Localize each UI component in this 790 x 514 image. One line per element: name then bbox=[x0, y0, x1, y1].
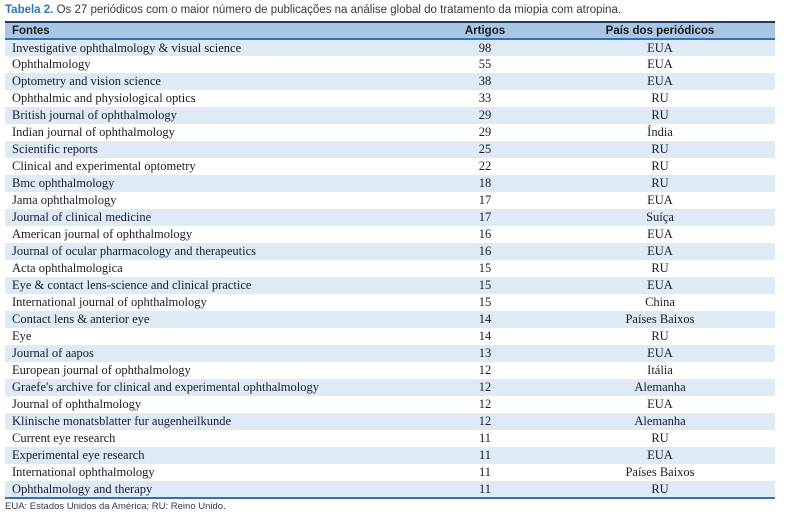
cell-source: Journal of ocular pharmacology and therapeutics bbox=[12, 244, 257, 258]
cell-country: EUA bbox=[647, 57, 673, 71]
cell-country: Itália bbox=[647, 363, 673, 377]
cell-country: EUA bbox=[647, 40, 673, 55]
table-footnote: EUA: Estados Unidos da América; RU: Reino Unido. bbox=[5, 501, 226, 512]
cell-country: RU bbox=[651, 108, 669, 122]
cell-source: Clinical and experimental optometry bbox=[12, 159, 196, 173]
cell-articles: 16 bbox=[478, 244, 492, 258]
cell-source: Jama ophthalmology bbox=[12, 193, 117, 207]
cell-source: International ophthalmology bbox=[12, 465, 155, 479]
cell-articles: 12 bbox=[478, 414, 492, 428]
cell-source: American journal of ophthalmology bbox=[12, 227, 193, 241]
cell-country: RU bbox=[651, 159, 669, 173]
cell-source: Experimental eye research bbox=[12, 448, 145, 462]
cell-country: RU bbox=[651, 142, 669, 156]
cell-source: Acta ophthalmologica bbox=[12, 261, 123, 275]
cell-articles: 22 bbox=[478, 159, 492, 173]
cell-articles: 25 bbox=[478, 142, 492, 156]
table-row bbox=[5, 311, 775, 328]
table-row bbox=[5, 56, 775, 73]
cell-source: Journal of aapos bbox=[12, 346, 94, 360]
cell-source: Journal of clinical medicine bbox=[12, 210, 152, 224]
table-row bbox=[5, 345, 775, 362]
table-row bbox=[5, 413, 775, 430]
cell-country: Alemanha bbox=[634, 414, 686, 428]
cell-articles: 11 bbox=[478, 431, 492, 445]
table-header-row bbox=[5, 22, 775, 39]
table-row bbox=[5, 379, 775, 396]
cell-articles: 18 bbox=[478, 176, 492, 190]
cell-source: Bmc ophthalmology bbox=[12, 176, 115, 190]
cell-articles: 14 bbox=[478, 312, 492, 326]
table-row bbox=[5, 39, 775, 56]
cell-source: Eye bbox=[12, 329, 32, 343]
table-row bbox=[5, 141, 775, 158]
table-row bbox=[5, 294, 775, 311]
cell-country: Países Baixos bbox=[625, 465, 695, 479]
cell-articles: 33 bbox=[478, 91, 492, 105]
table-row bbox=[5, 481, 775, 498]
table-row bbox=[5, 243, 775, 260]
table-row bbox=[5, 260, 775, 277]
table-row bbox=[5, 124, 775, 141]
cell-source: Ophthalmology and therapy bbox=[12, 481, 153, 496]
table-caption-label: Tabela 2. bbox=[5, 4, 54, 16]
cell-articles: 14 bbox=[478, 329, 492, 343]
table-row bbox=[5, 328, 775, 345]
table-row bbox=[5, 464, 775, 481]
table-row bbox=[5, 277, 775, 294]
cell-articles: 29 bbox=[478, 108, 492, 122]
cell-articles: 12 bbox=[478, 397, 492, 411]
cell-source: European journal of ophthalmology bbox=[12, 363, 191, 377]
table-row bbox=[5, 209, 775, 226]
cell-articles: 17 bbox=[478, 210, 492, 224]
cell-articles: 55 bbox=[478, 57, 492, 71]
cell-source: Klinische monatsblatter fur augenheilkunde bbox=[12, 414, 232, 428]
table-body bbox=[5, 39, 775, 498]
cell-country: EUA bbox=[647, 346, 673, 360]
cell-country: Suíça bbox=[646, 210, 674, 224]
cell-source: Optometry and vision science bbox=[12, 74, 161, 88]
cell-articles: 15 bbox=[478, 278, 492, 292]
table-row bbox=[5, 396, 775, 413]
table-row bbox=[5, 107, 775, 124]
table-caption-text: Os 27 periódicos com o maior número de publicações na análise global do tratamento da miopia com atropina. bbox=[56, 4, 622, 16]
table-row bbox=[5, 158, 775, 175]
cell-country: China bbox=[645, 295, 675, 309]
cell-country: EUA bbox=[647, 193, 673, 207]
cell-country: RU bbox=[651, 329, 669, 343]
cell-articles: 12 bbox=[478, 363, 492, 377]
cell-country: EUA bbox=[647, 448, 673, 462]
cell-source: Eye & contact lens-science and clinical practice bbox=[12, 278, 252, 292]
table-row bbox=[5, 447, 775, 464]
journals-table bbox=[5, 21, 775, 499]
table-row bbox=[5, 192, 775, 209]
table-caption bbox=[5, 3, 786, 17]
cell-source: Ophthalmology bbox=[12, 57, 91, 71]
cell-source: Scientific reports bbox=[12, 142, 98, 156]
cell-source: Current eye research bbox=[12, 431, 116, 445]
table-row bbox=[5, 362, 775, 379]
cell-articles: 38 bbox=[478, 74, 492, 88]
cell-country: RU bbox=[651, 261, 669, 275]
cell-country: Índia bbox=[647, 125, 673, 139]
cell-articles: 16 bbox=[478, 227, 492, 241]
cell-articles: 11 bbox=[478, 481, 492, 496]
cell-source: Indian journal of ophthalmology bbox=[12, 125, 175, 139]
cell-articles: 11 bbox=[478, 465, 492, 479]
cell-source: Ophthalmic and physiological optics bbox=[12, 91, 196, 105]
cell-articles: 15 bbox=[478, 261, 492, 275]
cell-country: EUA bbox=[647, 397, 673, 411]
cell-articles: 29 bbox=[478, 125, 492, 139]
cell-articles: 12 bbox=[478, 380, 492, 394]
header-fontes: Fontes bbox=[12, 24, 50, 37]
cell-country: RU bbox=[651, 91, 669, 105]
cell-source: Investigative ophthalmology & visual science bbox=[12, 40, 242, 55]
table-row bbox=[5, 175, 775, 192]
cell-articles: 15 bbox=[478, 295, 492, 309]
cell-country: EUA bbox=[647, 74, 673, 88]
table-row bbox=[5, 226, 775, 243]
cell-country: RU bbox=[651, 481, 669, 496]
cell-country: EUA bbox=[647, 227, 673, 241]
cell-country: EUA bbox=[647, 278, 673, 292]
table-row bbox=[5, 90, 775, 107]
cell-country: Alemanha bbox=[634, 380, 686, 394]
cell-country: RU bbox=[651, 176, 669, 190]
table-header bbox=[5, 22, 775, 39]
cell-source: International journal of ophthalmology bbox=[12, 295, 207, 309]
cell-source: Graefe's archive for clinical and experimental ophthalmology bbox=[12, 380, 319, 394]
cell-articles: 13 bbox=[478, 346, 492, 360]
cell-country: RU bbox=[651, 431, 669, 445]
cell-country: Países Baixos bbox=[625, 312, 695, 326]
cell-articles: 17 bbox=[478, 193, 492, 207]
cell-source: Contact lens & anterior eye bbox=[12, 312, 150, 326]
cell-articles: 98 bbox=[478, 40, 492, 55]
table-row bbox=[5, 73, 775, 90]
header-artigos: Artigos bbox=[464, 24, 506, 37]
header-pais: País dos periódicos bbox=[605, 24, 715, 37]
cell-articles: 11 bbox=[478, 448, 492, 462]
cell-source: British journal of ophthalmology bbox=[12, 108, 177, 122]
table-row bbox=[5, 430, 775, 447]
cell-source: Journal of ophthalmology bbox=[12, 397, 142, 411]
cell-country: EUA bbox=[647, 244, 673, 258]
